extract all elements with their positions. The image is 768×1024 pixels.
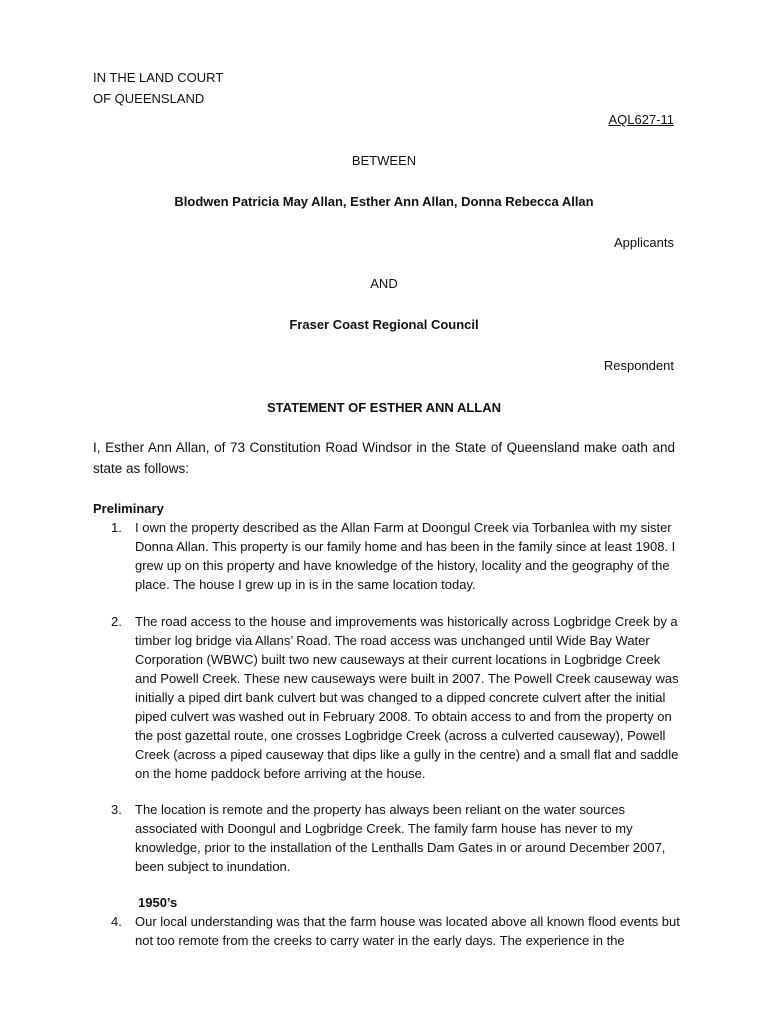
paragraph-text: Our local understanding was that the farm house was located above all known flood events but not too remote from the creeks to carry water in the early days. The experience in the	[135, 914, 680, 948]
applicants-names: Blodwen Patricia May Allan, Esther Ann Allan, Donna Rebecca Allan	[174, 194, 594, 209]
paragraph-number: 1.	[111, 520, 122, 535]
applicants-role: Applicants	[614, 235, 674, 250]
paragraph-text: I own the property described as the Allan Farm at Doongul Creek via Torbanlea with my sister Donna Allan. This property is our family home and has been in the family since at least 1908. I grew up on this property and have knowledge of the history, locality and the geography of the place. The house I grew up in is in the same location today.	[135, 520, 676, 592]
statement-title: STATEMENT OF ESTHER ANN ALLAN	[267, 400, 501, 415]
section-heading-preliminary: Preliminary	[93, 501, 164, 516]
paragraph-number: 4.	[111, 914, 122, 929]
between-heading: BETWEEN	[351, 153, 417, 168]
paragraph-text: The location is remote and the property has always been reliant on the water sources associated with Doongul and Logbridge Creek. The family farm house has never to my knowledge, prior to the installation of the Lenthalls Dam Gates in or around December 2007, been subject to inundation.	[135, 802, 666, 874]
paragraph-text: The road access to the house and improvements was historically across Logbridge Creek by a timber log bridge via Allans’ Road. The road access was unchanged until Wide Bay Water Corporation (WBWC) built two new causeways at their current locations in Logbridge Creek and Powell Creek. These new causeways were built in 2007. The Powell Creek causeway was initially a piped dirt bank culvert but was changed to a dipped concrete culvert after the initial piped culvert was washed out in February 2008. To obtain access to and from the property on the post gazettal route, one crosses Logbridge Creek (across a culverted causeway), Powell Creek (across a piped causeway that dips like a gully in the centre) and a small flat and saddle on the home paddock before arriving at the house.	[135, 614, 679, 781]
respondent-role: Respondent	[603, 358, 674, 373]
court-name-line2: OF QUEENSLAND	[93, 91, 205, 106]
court-name-line1: IN THE LAND COURT	[93, 70, 224, 85]
respondent-name: Fraser Coast Regional Council	[289, 317, 479, 332]
section-heading-1950s: 1950’s	[138, 895, 178, 910]
paragraph-number: 3.	[111, 802, 122, 817]
matter-reference: AQL627-11	[608, 112, 674, 127]
and-heading: AND	[370, 276, 398, 291]
statement-intro: I, Esther Ann Allan, of 73 Constitution Road Windsor in the State of Queensland make oath and state as follows:	[93, 440, 675, 476]
paragraph-number: 2.	[111, 614, 122, 629]
